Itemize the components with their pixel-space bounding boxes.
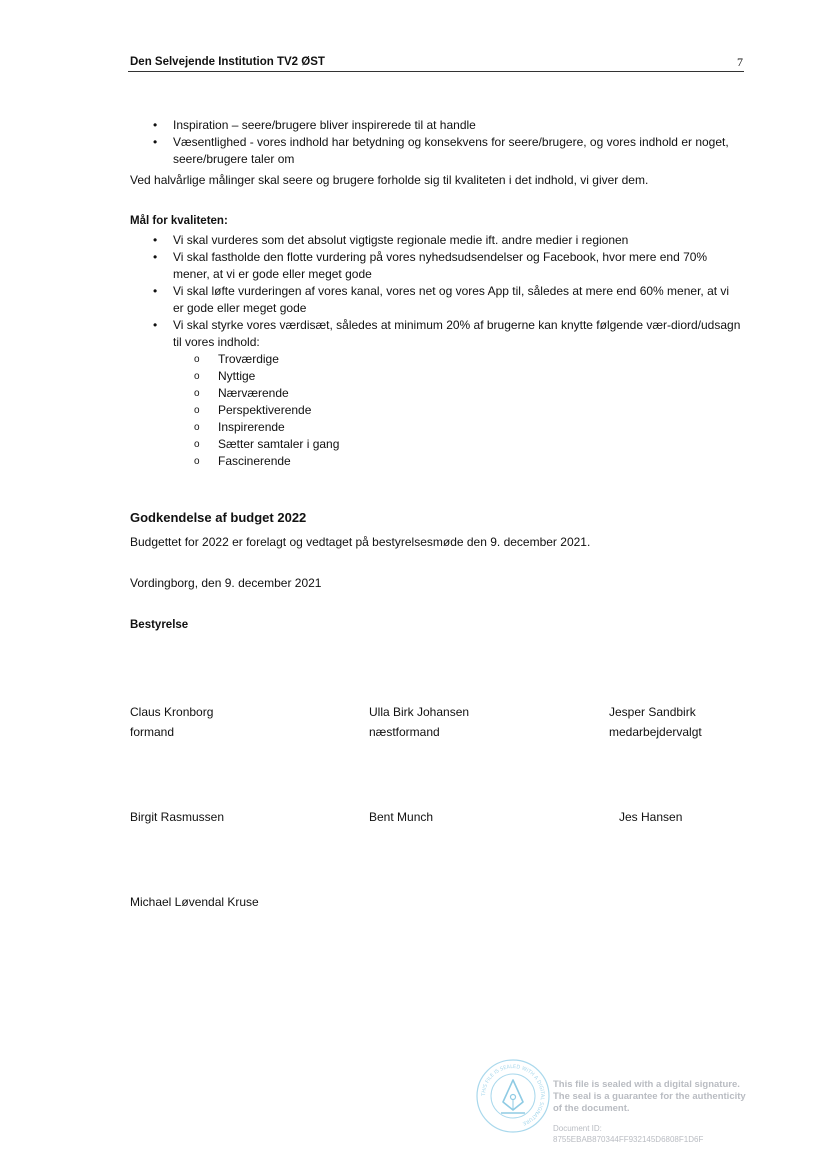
seal-ring-text: THIS FILE IS SEALED WITH A DIGITAL SIGNATURE xyxy=(480,1063,546,1127)
list-item: • Væsentlighed - vores indhold har betydning og konsekvens for seere/brugere, og vores indhold er noget, seere/brugere taler om xyxy=(146,134,746,168)
document-id-value: 8755EBAB870344FF932145D6808F1D6F xyxy=(553,1135,704,1144)
header-divider xyxy=(128,71,744,72)
document-id-label: Document ID: xyxy=(553,1124,602,1133)
board-member-birgit-rasmussen xyxy=(130,807,224,827)
sub-list-item: o Nyttige xyxy=(146,368,546,385)
seal-document-id xyxy=(553,1123,703,1145)
board-member-bent-munch xyxy=(369,807,433,827)
list-item: • Vi skal løfte vurderingen af vores kanal, vores net og vores App til, således at mere end 60% mener, at vi er gode eller meget gode xyxy=(146,283,741,317)
intro-bullet-list xyxy=(146,117,746,168)
board-member-jesper-sandbirk xyxy=(609,702,702,742)
budget-text: Budgettet for 2022 er forelagt og vedtaget på bestyrelsesmøde den 9. december 2021. xyxy=(130,535,591,549)
board-member-jes-hansen xyxy=(619,807,682,827)
list-item: • Vi skal styrke vores værdisæt, således at minimum 20% af brugerne kan knytte følgende vær-diord/udsagn til vores indhold: xyxy=(146,317,741,351)
intro-paragraph: Ved halvårlige målinger skal seere og brugere forholde sig til kvaliteten i det indhold, vi giver dem. xyxy=(130,173,649,187)
sub-list-item: o Troværdige xyxy=(146,351,546,368)
sub-list-item: o Nærværende xyxy=(146,385,546,402)
member-role: formand xyxy=(130,725,175,739)
seal-line-2: The seal is a guarantee for the authenticity xyxy=(553,1091,746,1102)
list-item: • Vi skal fastholde den flotte vurdering på vores nyhedsudsendelser og Facebook, hvor mere end 70% mener, at vi er gode eller meget gode xyxy=(146,249,741,283)
member-name: Michael Løvendal Kruse xyxy=(130,895,259,909)
values-sub-list xyxy=(146,351,546,470)
board-member-claus-kronborg xyxy=(130,702,213,742)
member-name: Birgit Rasmussen xyxy=(130,810,225,824)
page-number: 7 xyxy=(737,55,743,69)
member-role: næstformand xyxy=(369,725,440,739)
member-role: medarbejdervalgt xyxy=(609,725,702,739)
goals-bullet-list xyxy=(146,232,741,351)
digital-seal-icon xyxy=(475,1058,551,1134)
member-name: Ulla Birk Johansen xyxy=(369,705,470,719)
member-name: Bent Munch xyxy=(369,810,434,824)
budget-heading: Godkendelse af budget 2022 xyxy=(130,510,307,525)
place-date: Vordingborg, den 9. december 2021 xyxy=(130,576,322,590)
board-heading: Bestyrelse xyxy=(130,619,189,631)
member-name: Claus Kronborg xyxy=(130,705,214,719)
sub-list-item: o Inspirerende xyxy=(146,419,546,436)
member-name: Jes Hansen xyxy=(619,810,683,824)
sub-list-item: o Fascinerende xyxy=(146,453,546,470)
seal-line-3: of the document. xyxy=(553,1103,630,1114)
document-header-title: Den Selvejende Institution TV2 ØST xyxy=(130,56,325,68)
sub-list-item: o Sætter samtaler i gang xyxy=(146,436,546,453)
list-item: • Inspiration – seere/brugere bliver inspirerede til at handle xyxy=(146,117,746,134)
board-member-michael-lovendal-kruse xyxy=(130,892,259,912)
board-member-ulla-birk-johansen xyxy=(369,702,469,742)
sub-list-item: o Perspektiverende xyxy=(146,402,546,419)
goals-heading: Mål for kvaliteten: xyxy=(130,215,228,227)
seal-statement xyxy=(553,1079,746,1115)
member-name: Jesper Sandbirk xyxy=(609,705,696,719)
seal-line-1: This file is sealed with a digital signature. xyxy=(553,1079,740,1090)
list-item: • Vi skal vurderes som det absolut vigtigste regionale medie ift. andre medier i regionen xyxy=(146,232,741,249)
